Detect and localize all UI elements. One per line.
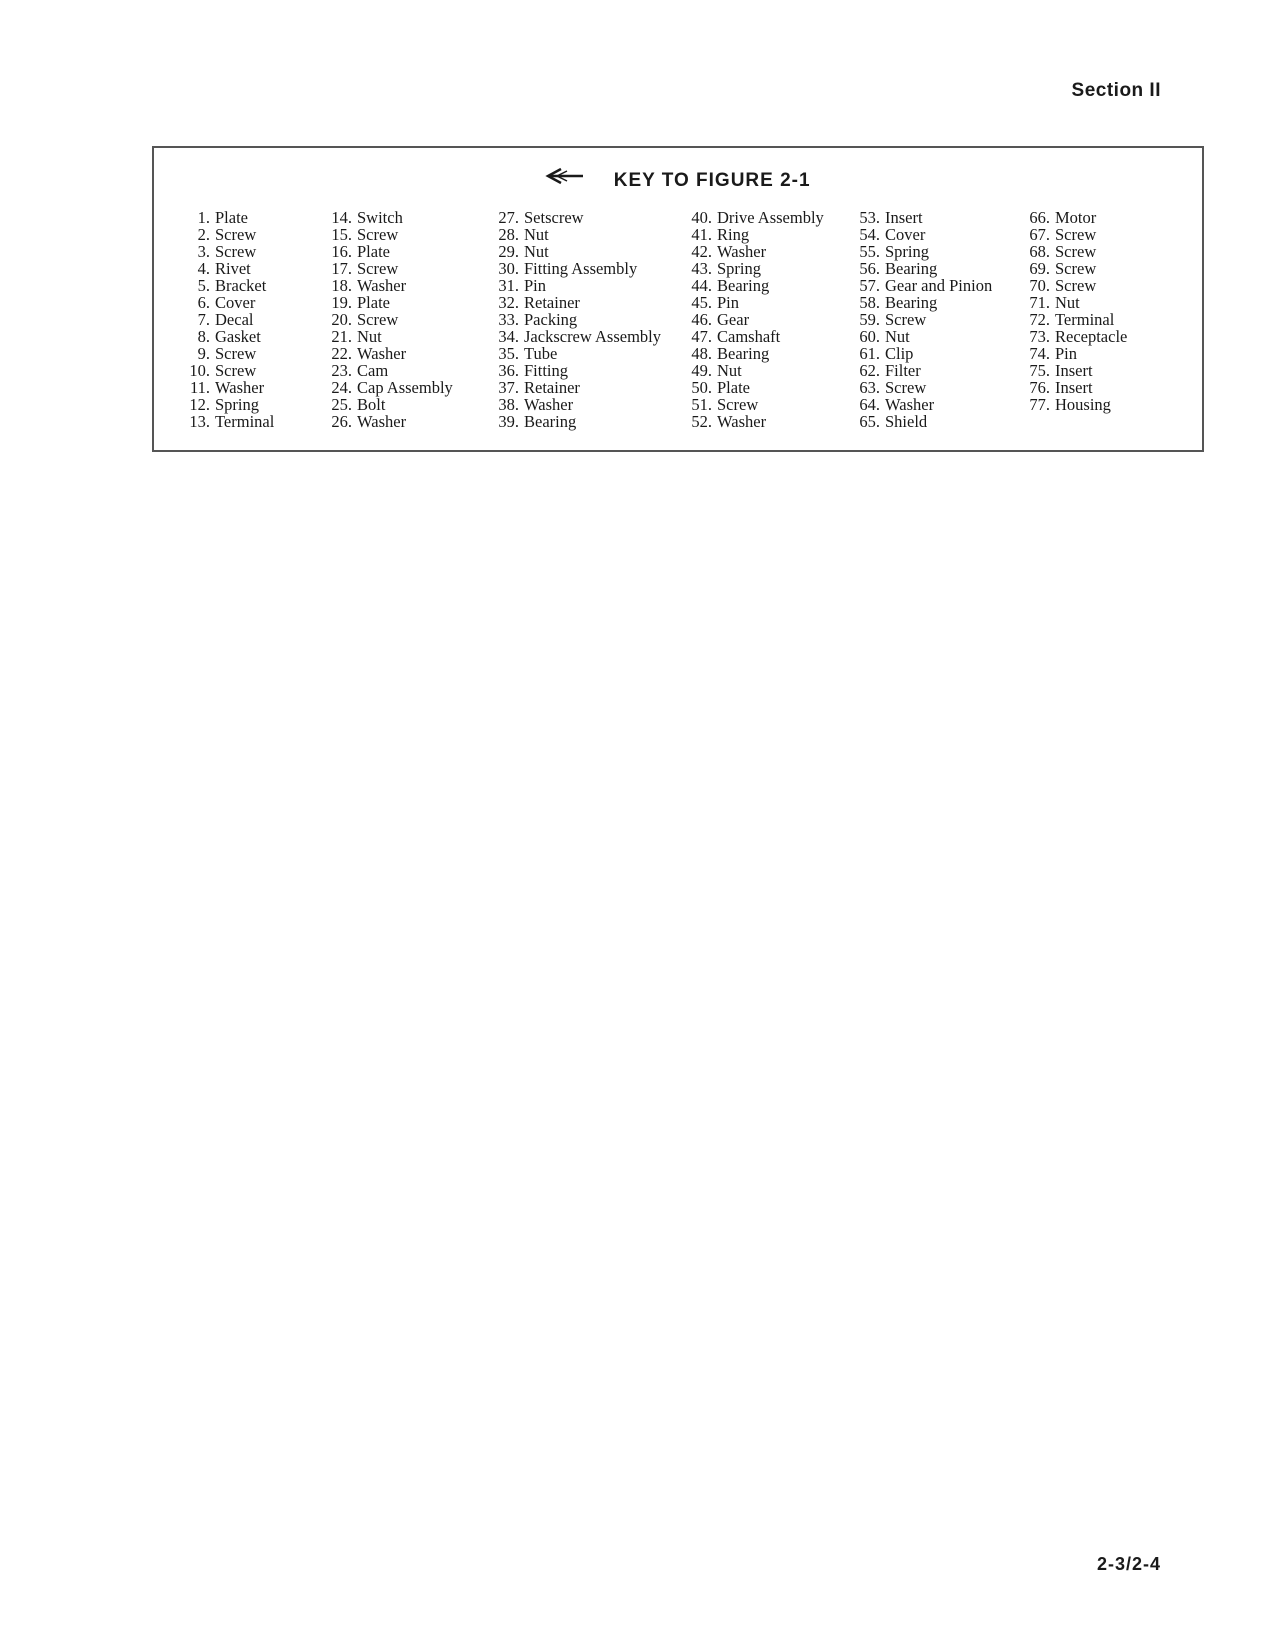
key-item-number: 55. xyxy=(859,242,880,261)
key-item-number: 28. xyxy=(498,225,519,244)
page-number: 2-3/2-4 xyxy=(1096,1554,1161,1574)
key-item-label: Jackscrew Assembly xyxy=(524,327,662,346)
key-item-number: 3. xyxy=(197,242,210,261)
key-item-label: Screw xyxy=(1055,259,1097,278)
key-item xyxy=(682,311,824,328)
key-item xyxy=(682,328,824,345)
key-item-label: Cap Assembly xyxy=(357,378,453,397)
key-item-number: 31. xyxy=(498,276,519,295)
key-item xyxy=(180,311,274,328)
key-item-number: 11. xyxy=(189,378,210,397)
key-item xyxy=(1020,209,1127,226)
key-item xyxy=(850,243,992,260)
key-item-label: Insert xyxy=(1055,378,1093,397)
key-item-number: 15. xyxy=(331,225,352,244)
key-item xyxy=(489,311,661,328)
key-item xyxy=(850,396,992,413)
key-item-number: 9. xyxy=(197,344,210,363)
key-item xyxy=(322,328,453,345)
key-item xyxy=(1020,226,1127,243)
left-arrow-icon xyxy=(545,167,585,191)
key-item xyxy=(489,396,661,413)
key-item xyxy=(850,226,992,243)
key-item-label: Camshaft xyxy=(717,327,781,346)
key-item-number: 4. xyxy=(197,259,210,278)
key-item-label: Screw xyxy=(357,310,399,329)
key-item xyxy=(180,226,274,243)
key-item-number: 39. xyxy=(498,412,519,431)
key-item-number: 44. xyxy=(691,276,712,295)
key-item xyxy=(850,328,992,345)
key-item-label: Cover xyxy=(885,225,926,244)
key-item-number: 42. xyxy=(691,242,712,261)
key-item xyxy=(489,226,661,243)
key-item-label: Insert xyxy=(1055,361,1093,380)
key-item xyxy=(489,345,661,362)
key-item-number: 76. xyxy=(1029,378,1050,397)
key-item-number: 20. xyxy=(331,310,352,329)
key-item-label: Nut xyxy=(357,327,382,346)
key-item-number: 48. xyxy=(691,344,712,363)
key-item-number: 52. xyxy=(691,412,712,431)
key-item xyxy=(682,362,824,379)
figure-key-box xyxy=(152,146,1204,452)
key-item xyxy=(322,226,453,243)
key-item-label: Decal xyxy=(215,310,254,329)
key-item xyxy=(489,413,661,430)
key-item-number: 34. xyxy=(498,327,519,346)
key-item-number: 73. xyxy=(1029,327,1050,346)
key-item-number: 38. xyxy=(498,395,519,414)
key-item-label: Setscrew xyxy=(524,208,584,227)
key-item xyxy=(489,294,661,311)
key-item xyxy=(180,260,274,277)
key-item xyxy=(682,209,824,226)
key-item xyxy=(180,243,274,260)
key-item xyxy=(682,277,824,294)
key-item-label: Screw xyxy=(357,225,399,244)
key-item xyxy=(322,277,453,294)
key-item-number: 46. xyxy=(691,310,712,329)
key-item-label: Nut xyxy=(717,361,742,380)
key-item-label: Rivet xyxy=(215,259,251,278)
key-column-1 xyxy=(180,209,274,430)
key-item-number: 49. xyxy=(691,361,712,380)
key-item-number: 77. xyxy=(1029,395,1050,414)
key-item-label: Motor xyxy=(1055,208,1097,227)
key-item-label: Washer xyxy=(357,412,407,431)
key-item-label: Shield xyxy=(885,412,928,431)
key-column-3 xyxy=(489,209,661,430)
key-item-number: 72. xyxy=(1029,310,1050,329)
key-item-number: 19. xyxy=(331,293,352,312)
key-item-label: Bearing xyxy=(885,259,938,278)
key-item-label: Screw xyxy=(1055,276,1097,295)
key-column-5 xyxy=(850,209,992,430)
key-item-label: Spring xyxy=(885,242,930,261)
key-item-label: Gasket xyxy=(215,327,261,346)
key-item xyxy=(322,311,453,328)
key-item-label: Retainer xyxy=(524,378,580,397)
key-item-label: Plate xyxy=(357,293,390,312)
key-item-number: 63. xyxy=(859,378,880,397)
key-item xyxy=(682,226,824,243)
key-item-label: Spring xyxy=(215,395,260,414)
key-item xyxy=(489,209,661,226)
key-item-number: 13. xyxy=(189,412,210,431)
key-item-label: Bearing xyxy=(885,293,938,312)
key-item xyxy=(489,328,661,345)
key-item-number: 36. xyxy=(498,361,519,380)
key-item-number: 45. xyxy=(691,293,712,312)
key-item-number: 2. xyxy=(197,225,210,244)
key-item-label: Screw xyxy=(215,242,257,261)
key-item-label: Screw xyxy=(1055,225,1097,244)
key-title: KEY TO FIGURE 2-1 xyxy=(613,170,811,191)
key-title-row xyxy=(154,170,1202,192)
key-item-number: 10. xyxy=(189,361,210,380)
key-item-number: 24. xyxy=(331,378,352,397)
key-item xyxy=(850,277,992,294)
key-item-label: Bracket xyxy=(215,276,267,295)
key-item-label: Packing xyxy=(524,310,578,329)
key-item-number: 22. xyxy=(331,344,352,363)
key-item xyxy=(489,277,661,294)
key-item xyxy=(322,396,453,413)
key-item xyxy=(850,209,992,226)
key-item-label: Clip xyxy=(885,344,914,363)
key-item-number: 59. xyxy=(859,310,880,329)
key-item xyxy=(682,345,824,362)
key-item xyxy=(682,243,824,260)
key-item-label: Gear xyxy=(717,310,750,329)
key-item-label: Terminal xyxy=(215,412,275,431)
key-item xyxy=(682,294,824,311)
key-item xyxy=(1020,311,1127,328)
key-item-label: Switch xyxy=(357,208,403,227)
key-item xyxy=(322,243,453,260)
key-item-label: Washer xyxy=(215,378,265,397)
key-item-number: 43. xyxy=(691,259,712,278)
key-item-number: 27. xyxy=(498,208,519,227)
key-item-number: 47. xyxy=(691,327,712,346)
key-item-label: Pin xyxy=(717,293,740,312)
key-item-number: 5. xyxy=(197,276,210,295)
key-item-label: Pin xyxy=(1055,344,1078,363)
key-item-label: Washer xyxy=(885,395,935,414)
key-item-label: Nut xyxy=(524,225,549,244)
key-item-number: 1. xyxy=(197,208,210,227)
key-item-label: Cam xyxy=(357,361,389,380)
key-item-number: 71. xyxy=(1029,293,1050,312)
key-item xyxy=(850,345,992,362)
key-column-4 xyxy=(682,209,824,430)
key-item-label: Pin xyxy=(524,276,547,295)
key-item-label: Screw xyxy=(357,259,399,278)
key-item-label: Nut xyxy=(524,242,549,261)
key-item-label: Plate xyxy=(215,208,248,227)
key-item-label: Screw xyxy=(215,225,257,244)
key-item-number: 26. xyxy=(331,412,352,431)
key-item-label: Screw xyxy=(1055,242,1097,261)
key-item-number: 74. xyxy=(1029,344,1050,363)
key-item xyxy=(1020,345,1127,362)
key-item xyxy=(682,260,824,277)
key-item xyxy=(180,413,274,430)
key-item-number: 64. xyxy=(859,395,880,414)
key-item-number: 58. xyxy=(859,293,880,312)
key-item-number: 57. xyxy=(859,276,880,295)
key-item xyxy=(322,260,453,277)
key-item-label: Terminal xyxy=(1055,310,1115,329)
key-item-number: 70. xyxy=(1029,276,1050,295)
key-item-number: 68. xyxy=(1029,242,1050,261)
key-item xyxy=(322,294,453,311)
key-item xyxy=(1020,294,1127,311)
key-item-number: 75. xyxy=(1029,361,1050,380)
key-item-number: 56. xyxy=(859,259,880,278)
key-item-number: 60. xyxy=(859,327,880,346)
key-item-number: 61. xyxy=(859,344,880,363)
key-item-label: Nut xyxy=(1055,293,1080,312)
key-item xyxy=(489,379,661,396)
key-item-number: 21. xyxy=(331,327,352,346)
key-item-label: Housing xyxy=(1055,395,1111,414)
key-item-label: Cover xyxy=(215,293,256,312)
key-item xyxy=(489,243,661,260)
key-item-number: 17. xyxy=(331,259,352,278)
key-item xyxy=(322,379,453,396)
key-item-number: 7. xyxy=(197,310,210,329)
key-item xyxy=(850,294,992,311)
key-item xyxy=(322,345,453,362)
key-item-number: 14. xyxy=(331,208,352,227)
key-item-label: Washer xyxy=(717,242,767,261)
key-item-label: Tube xyxy=(524,344,558,363)
key-item xyxy=(682,379,824,396)
key-item-number: 54. xyxy=(859,225,880,244)
key-item-number: 41. xyxy=(691,225,712,244)
key-item xyxy=(489,260,661,277)
key-item-number: 53. xyxy=(859,208,880,227)
key-item-label: Washer xyxy=(524,395,574,414)
key-item-number: 67. xyxy=(1029,225,1050,244)
key-item-number: 69. xyxy=(1029,259,1050,278)
key-item-number: 50. xyxy=(691,378,712,397)
key-item xyxy=(850,260,992,277)
key-item-number: 8. xyxy=(197,327,210,346)
key-item-number: 30. xyxy=(498,259,519,278)
key-item-number: 16. xyxy=(331,242,352,261)
key-item xyxy=(180,209,274,226)
key-item-label: Bearing xyxy=(717,344,770,363)
key-item xyxy=(850,362,992,379)
key-item-number: 51. xyxy=(691,395,712,414)
key-item-label: Bearing xyxy=(524,412,577,431)
key-item-label: Ring xyxy=(717,225,750,244)
key-item xyxy=(180,345,274,362)
key-item-number: 29. xyxy=(498,242,519,261)
key-item-label: Screw xyxy=(885,378,927,397)
key-item-label: Fitting Assembly xyxy=(524,259,638,278)
key-item-label: Filter xyxy=(885,361,921,380)
key-item-number: 40. xyxy=(691,208,712,227)
key-item-label: Screw xyxy=(215,344,257,363)
key-item-label: Retainer xyxy=(524,293,580,312)
key-item xyxy=(180,328,274,345)
key-item-number: 6. xyxy=(197,293,210,312)
key-item-number: 35. xyxy=(498,344,519,363)
key-item xyxy=(1020,243,1127,260)
key-item-label: Washer xyxy=(357,276,407,295)
key-item-label: Screw xyxy=(885,310,927,329)
key-item xyxy=(1020,328,1127,345)
key-item xyxy=(180,379,274,396)
key-item-label: Plate xyxy=(717,378,750,397)
key-item xyxy=(180,362,274,379)
key-item-label: Fitting xyxy=(524,361,569,380)
key-item xyxy=(1020,260,1127,277)
key-item-label: Washer xyxy=(357,344,407,363)
key-item xyxy=(1020,396,1127,413)
key-item xyxy=(180,294,274,311)
key-item-label: Screw xyxy=(215,361,257,380)
key-item xyxy=(180,396,274,413)
key-item-label: Washer xyxy=(717,412,767,431)
key-item xyxy=(1020,379,1127,396)
key-item xyxy=(322,362,453,379)
key-item-label: Bolt xyxy=(357,395,386,414)
key-item-number: 18. xyxy=(331,276,352,295)
key-column-6 xyxy=(1020,209,1127,413)
key-item xyxy=(682,413,824,430)
key-item-label: Spring xyxy=(717,259,762,278)
key-item xyxy=(682,396,824,413)
section-header: Section II xyxy=(1071,80,1161,101)
key-column-2 xyxy=(322,209,453,430)
key-item-number: 25. xyxy=(331,395,352,414)
key-item-label: Receptacle xyxy=(1055,327,1128,346)
key-item xyxy=(850,379,992,396)
key-item-label: Insert xyxy=(885,208,923,227)
key-item-number: 12. xyxy=(189,395,210,414)
key-item xyxy=(180,277,274,294)
key-item xyxy=(489,362,661,379)
key-item-label: Bearing xyxy=(717,276,770,295)
key-item-number: 66. xyxy=(1029,208,1050,227)
key-item-number: 37. xyxy=(498,378,519,397)
key-item-number: 65. xyxy=(859,412,880,431)
key-item-label: Screw xyxy=(717,395,759,414)
key-item-number: 23. xyxy=(331,361,352,380)
key-item-label: Drive Assembly xyxy=(717,208,824,227)
key-item xyxy=(322,209,453,226)
key-item xyxy=(850,311,992,328)
key-item-number: 32. xyxy=(498,293,519,312)
key-item xyxy=(1020,277,1127,294)
key-item-label: Gear and Pinion xyxy=(885,276,993,295)
key-item xyxy=(850,413,992,430)
key-item-label: Plate xyxy=(357,242,390,261)
key-item-number: 33. xyxy=(498,310,519,329)
key-item xyxy=(322,413,453,430)
key-item xyxy=(1020,362,1127,379)
key-item-label: Nut xyxy=(885,327,910,346)
key-item-number: 62. xyxy=(859,361,880,380)
